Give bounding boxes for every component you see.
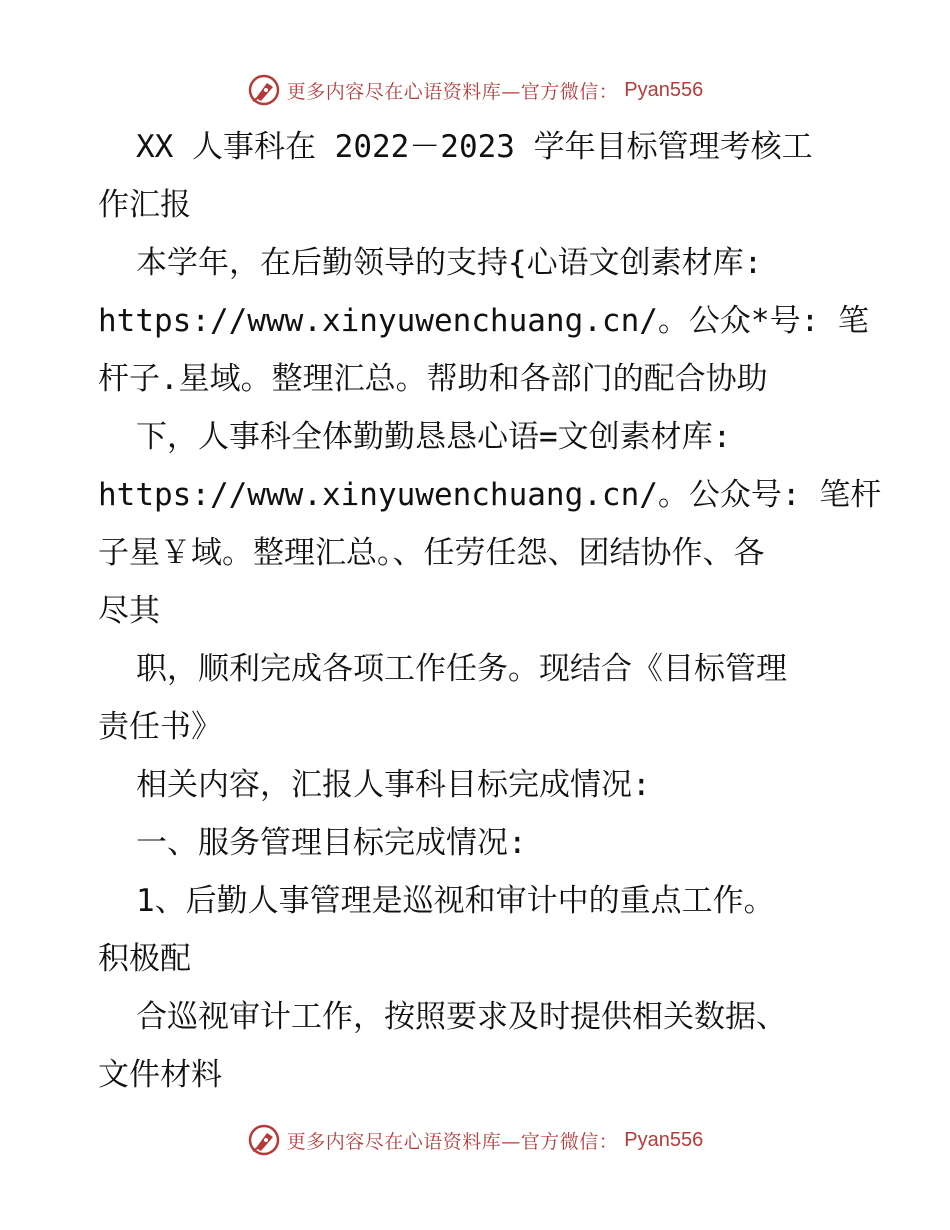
text-line: https://www.xinyuwenchuang.cn/。公众*号: 笔 [98, 303, 869, 339]
document-body [98, 118, 882, 1104]
text-line: 1、后勤人事管理是巡视和审计中的重点工作。 [136, 883, 775, 919]
text-line: 下，人事科全体勤勤恳恳心语=文创素材库: [136, 419, 732, 455]
text-line: 相关内容，汇报人事科目标完成情况: [136, 767, 651, 803]
pen-nib-logo-icon [247, 73, 281, 107]
watermark-text: 更多内容尽在心语资料库—官方微信： [286, 80, 619, 103]
text-line: 文件材料 [98, 1057, 222, 1093]
text-line: 职，顺利完成各项工作任务。现结合《目标管理 [136, 651, 787, 687]
text-line: 积极配 [98, 941, 191, 977]
text-line: 杆子.星域。整理汇总。帮助和各部门的配合协助 [98, 361, 768, 397]
watermark-text: 更多内容尽在心语资料库—官方微信： [286, 1130, 619, 1153]
text-line: 作汇报 [98, 187, 191, 223]
text-line: https://www.xinyuwenchuang.cn/。公众号: 笔杆 [98, 477, 882, 513]
text-line: XX 人事科在 2022－2023 学年目标管理考核工 [136, 129, 813, 165]
text-line: 尽其 [98, 593, 160, 629]
watermark-header [0, 70, 950, 110]
text-line: 合巡视审计工作，按照要求及时提供相关数据、 [136, 999, 787, 1035]
watermark-footer [0, 1120, 950, 1160]
watermark-wechat-id: Pyan556 [624, 78, 704, 101]
text-line: 本学年，在后勤领导的支持{心语文创素材库: [136, 245, 763, 281]
text-line: 责任书》 [98, 709, 222, 745]
watermark-wechat-id: Pyan556 [624, 1128, 704, 1151]
text-line: 子星￥域。整理汇总。、任劳任怨、团结协作、各 [98, 535, 765, 571]
text-line: 一、服务管理目标完成情况: [136, 825, 527, 861]
pen-nib-logo-icon [247, 1123, 281, 1157]
